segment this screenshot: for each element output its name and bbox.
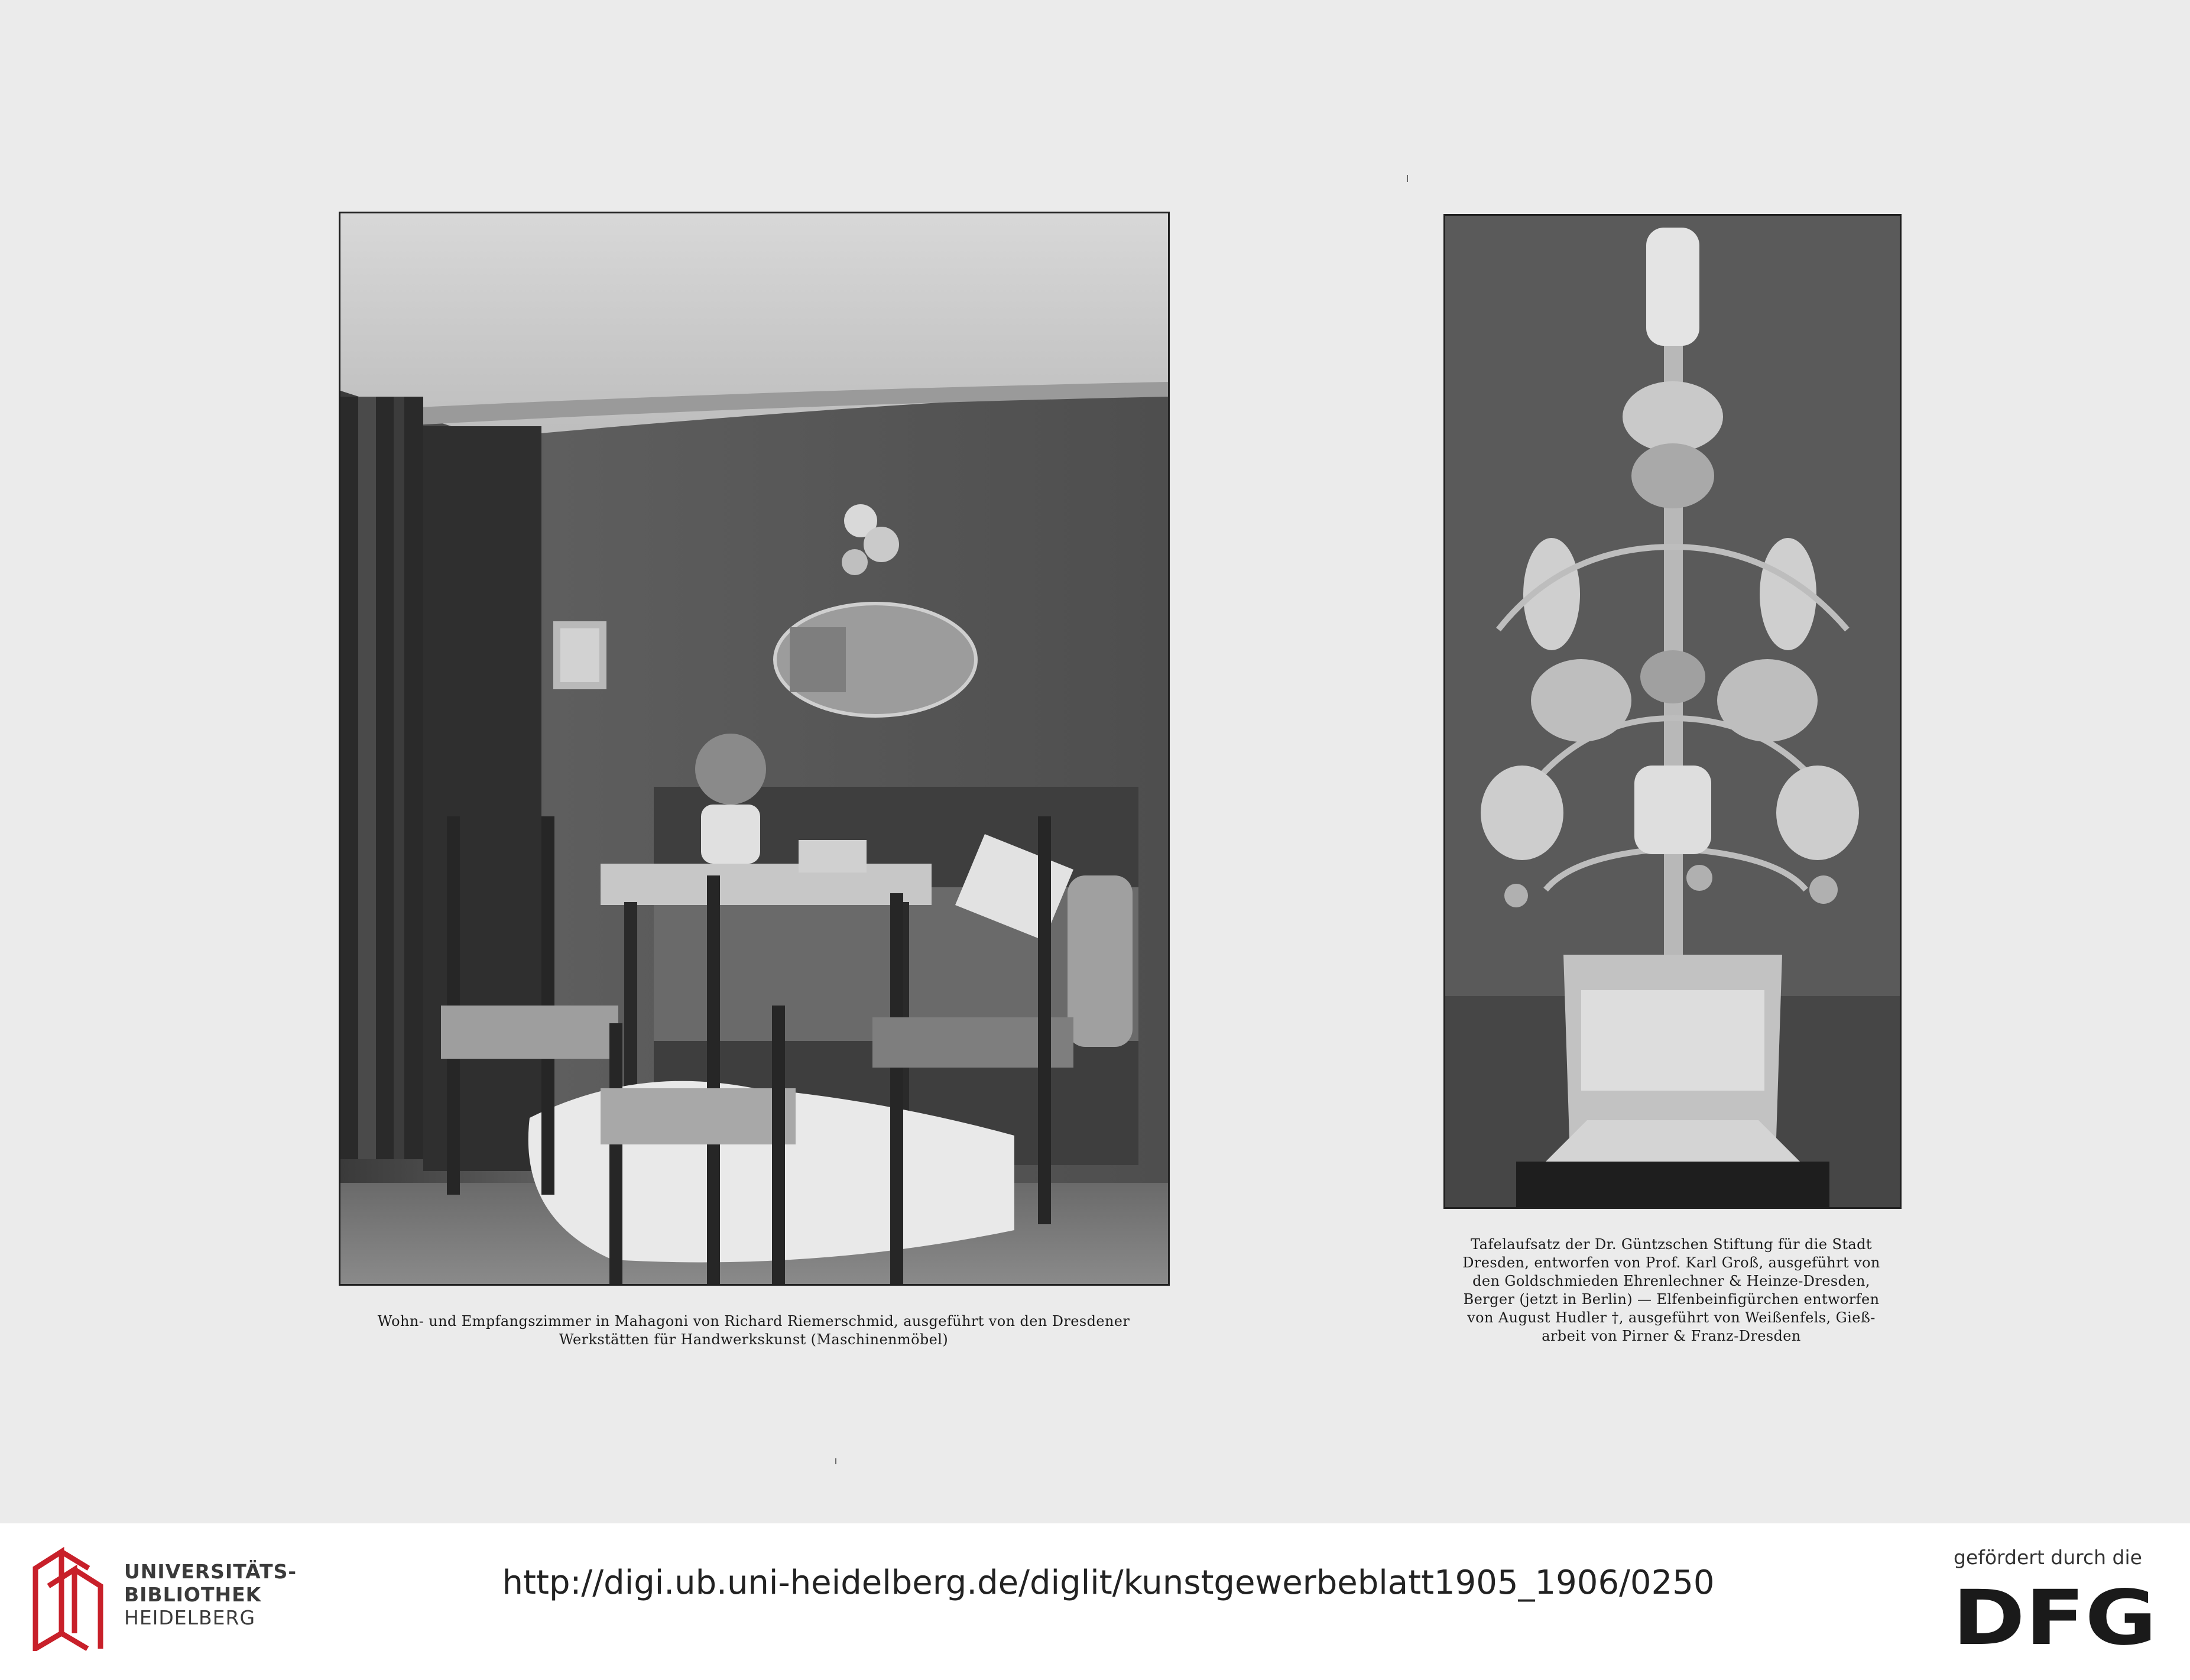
- caption-line: arbeit von Pirner & Franz-Dresden: [1542, 1328, 1801, 1344]
- room-photograph: [339, 212, 1170, 1286]
- dfg-logo-text: DFG: [1952, 1585, 2157, 1650]
- room-photo-caption: [331, 1312, 1176, 1349]
- library-name-line: BIBLIOTHEK: [124, 1583, 262, 1606]
- library-name-line: HEIDELBERG: [124, 1606, 256, 1629]
- funding-note: gefördert durch die: [1954, 1546, 2142, 1569]
- caption-line: von August Hudler †, ausgeführt von Weißenfels, Gieß-: [1467, 1309, 1876, 1326]
- permalink-url[interactable]: http://digi.ub.uni-heidelberg.de/diglit/kunstgewerbeblatt1905_1906/0250: [502, 1564, 1715, 1602]
- university-library-logo-icon[interactable]: [25, 1545, 113, 1651]
- viewer-footer: [0, 1523, 2190, 1680]
- centerpiece-photograph: [1443, 214, 1902, 1209]
- centerpiece-photo-drawing: [1445, 216, 1900, 1207]
- caption-line: Dresden, entworfen von Prof. Karl Groß, ausgeführt von: [1462, 1254, 1880, 1271]
- caption-line: Werkstätten für Handwerkskunst (Maschinenmöbel): [559, 1331, 949, 1348]
- page-mark: [835, 1458, 836, 1464]
- page-mark: [1407, 175, 1408, 182]
- caption-line: Berger (jetzt in Berlin) — Elfenbeinfigürchen entworfen: [1463, 1291, 1880, 1308]
- dfg-logo-icon[interactable]: [1952, 1585, 2157, 1650]
- centerpiece-caption: [1442, 1235, 1900, 1345]
- room-photo-drawing: [340, 213, 1168, 1284]
- caption-line: Wohn- und Empfangszimmer in Mahagoni von Richard Riemerschmid, ausgeführt von den Dresdener: [377, 1313, 1130, 1329]
- library-name[interactable]: [124, 1560, 297, 1629]
- caption-line: Tafelaufsatz der Dr. Güntzschen Stiftung für die Stadt: [1471, 1236, 1872, 1253]
- library-name-line: UNIVERSITÄTS-: [124, 1560, 297, 1583]
- caption-line: den Goldschmieden Ehrenlechner & Heinze-Dresden,: [1472, 1273, 1870, 1289]
